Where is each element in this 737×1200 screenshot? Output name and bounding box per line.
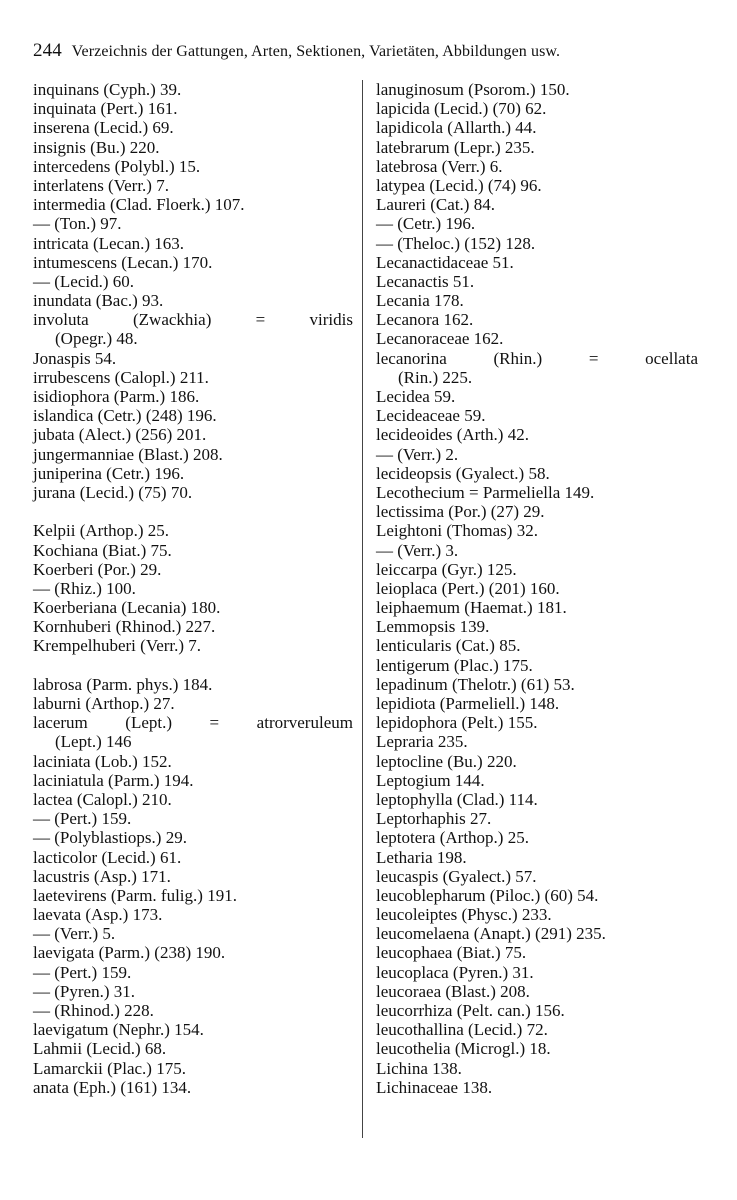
index-entry: Lecanoraceae 162. xyxy=(376,329,504,349)
index-entry: Lecanactidaceae 51. xyxy=(376,252,514,272)
index-entry: lectissima (Por.) (27) 29. xyxy=(376,502,545,522)
index-entry: lapicida (Lecid.) (70) 62. xyxy=(376,99,547,119)
index-entry: Jonaspis 54. xyxy=(33,348,117,368)
index-entry: Lecideaceae 59. xyxy=(376,406,486,426)
running-title: Verzeichnis der Gattungen, Arten, Sektionen, Varietäten, Abbildungen usw. xyxy=(71,43,561,60)
entry-word: involuta xyxy=(33,310,89,330)
index-entry: leucoblepharum (Piloc.) (60) 54. xyxy=(376,885,599,905)
index-entry: inserena (Lecid.) 69. xyxy=(33,118,174,138)
index-entry: latypea (Lecid.) (74) 96. xyxy=(376,175,542,195)
index-entry: leucomelaena (Anapt.) (291) 235. xyxy=(376,924,606,944)
index-entry: juniperina (Cetr.) 196. xyxy=(33,463,185,483)
entry-word: (Lept.) xyxy=(125,713,173,733)
index-entry: — (Rhiz.) 100. xyxy=(33,578,136,598)
entry-word: ocellata xyxy=(645,348,698,368)
index-entry: inundata (Bac.) 93. xyxy=(33,291,164,311)
index-entry: lepidiota (Parmeliell.) 148. xyxy=(376,694,560,713)
index-entry: (Lept.) 146 xyxy=(55,732,132,752)
index-entry: Leightoni (Thomas) 32. xyxy=(376,521,538,541)
index-entry: lacustris (Asp.) 171. xyxy=(33,866,171,886)
index-entry: Kornhuberi (Rhinod.) 227. xyxy=(33,617,216,637)
entry-word: = xyxy=(588,348,599,368)
index-entry: — (Pert.) 159. xyxy=(33,809,132,829)
index-entry: laciniatula (Parm.) 194. xyxy=(33,770,194,790)
section-gap xyxy=(33,502,353,521)
index-entry: laevigata (Parm.) (238) 190. xyxy=(33,943,226,963)
index-entry: laevigatum (Nephr.) 154. xyxy=(33,1020,204,1040)
index-entry: (Opegr.) 48. xyxy=(55,329,138,349)
index-entry xyxy=(33,310,353,329)
index-entry: leucophaea (Biat.) 75. xyxy=(376,943,527,963)
index-entry: leiphaemum (Haemat.) 181. xyxy=(376,598,567,618)
index-entry: Lichina 138. xyxy=(376,1058,462,1078)
index-entry: Lahmii (Lecid.) 68. xyxy=(33,1039,167,1059)
entry-word: (Zwackhia) xyxy=(133,310,212,330)
index-entry: — (Pert.) 159. xyxy=(33,962,132,982)
index-entry: (Rin.) 225. xyxy=(398,367,473,387)
index-entry: intermedia (Clad. Floerk.) 107. xyxy=(33,195,245,215)
index-entry: — (Polyblastiops.) 29. xyxy=(33,828,187,848)
index-entry: lenticularis (Cat.) 85. xyxy=(376,636,521,656)
index-entry: lapidicola (Allarth.) 44. xyxy=(376,118,537,138)
index-entry: Lecanactis 51. xyxy=(376,271,475,291)
index-entry: Koerberi (Por.) 29. xyxy=(33,559,162,579)
index-entry: leucothelia (Microgl.) 18. xyxy=(376,1039,551,1059)
index-entry: Koerberiana (Lecania) 180. xyxy=(33,598,221,618)
index-entry: lecideoides (Arth.) 42. xyxy=(376,425,529,445)
index-entry: laetevirens (Parm. fulig.) 191. xyxy=(33,885,237,905)
index-entry: isidiophora (Parm.) 186. xyxy=(33,387,200,406)
index-entry: lepadinum (Thelotr.) (61) 53. xyxy=(376,674,575,694)
page-header xyxy=(33,40,713,62)
index-entry: jubata (Alect.) (256) 201. xyxy=(33,425,207,445)
index-entry: interlatens (Verr.) 7. xyxy=(33,175,169,195)
page-number: 244 xyxy=(33,40,62,61)
index-entry: Lichinaceae 138. xyxy=(376,1077,493,1097)
index-entry: Kelpii (Arthop.) 25. xyxy=(33,521,169,541)
index-entry: insignis (Bu.) 220. xyxy=(33,137,160,157)
index-entry: inquinata (Pert.) 161. xyxy=(33,99,178,119)
index-entry: labrosa (Parm. phys.) 184. xyxy=(33,674,213,694)
index-entry: leptotera (Arthop.) 25. xyxy=(376,828,529,848)
index-entry: Kochiana (Biat.) 75. xyxy=(33,540,172,560)
index-entry: — (Lecid.) 60. xyxy=(33,271,135,291)
entry-word: = xyxy=(209,713,220,733)
index-entry: lecideopsis (Gyalect.) 58. xyxy=(376,463,550,483)
entry-word: atrorveruleum xyxy=(256,713,353,733)
index-entry: intercedens (Polybl.) 15. xyxy=(33,156,201,176)
index-entry: lentigerum (Plac.) 175. xyxy=(376,655,533,675)
index-entry: lactea (Calopl.) 210. xyxy=(33,789,172,809)
index-entry: leptophylla (Clad.) 114. xyxy=(376,789,538,809)
index-entry: Lecanora 162. xyxy=(376,310,474,330)
index-entry: — (Rhinod.) 228. xyxy=(33,1001,154,1020)
index-entry: — (Verr.) 5. xyxy=(33,924,116,944)
index-entry: jungermanniae (Blast.) 208. xyxy=(33,444,223,464)
index-entry: Lepraria 235. xyxy=(376,732,468,752)
index-entry: laciniata (Lob.) 152. xyxy=(33,751,172,771)
index-entry: irrubescens (Calopl.) 211. xyxy=(33,367,209,387)
index-entry: Lecania 178. xyxy=(376,291,464,311)
index-entry: — (Verr.) 3. xyxy=(376,540,459,560)
index-entry: — (Cetr.) 196. xyxy=(376,214,476,234)
index-entry: lepidophora (Pelt.) 155. xyxy=(376,713,538,733)
index-entry: Krempelhuberi (Verr.) 7. xyxy=(33,636,202,656)
index-entry: Lemmopsis 139. xyxy=(376,617,490,637)
index-entry: intricata (Lecan.) 163. xyxy=(33,233,185,253)
index-entry: Leptorhaphis 27. xyxy=(376,809,492,829)
index-entry: leucoplaca (Pyren.) 31. xyxy=(376,962,534,982)
index-entry: jurana (Lecid.) (75) 70. xyxy=(33,482,193,502)
index-entry: leucoleiptes (Physc.) 233. xyxy=(376,905,552,925)
index-entry: leucorrhiza (Pelt. can.) 156. xyxy=(376,1001,565,1020)
entry-word: = xyxy=(255,310,266,330)
index-entry: anata (Eph.) (161) 134. xyxy=(33,1077,192,1097)
index-entry xyxy=(376,349,698,368)
index-entry: Lecidea 59. xyxy=(376,387,456,406)
index-entry: Lamarckii (Plac.) 175. xyxy=(33,1058,186,1078)
section-gap xyxy=(33,656,353,675)
index-entry: inquinans (Cyph.) 39. xyxy=(33,80,182,99)
index-entry: — (Theloc.) (152) 128. xyxy=(376,233,536,253)
column-divider xyxy=(362,80,363,1138)
index-entry: Laureri (Cat.) 84. xyxy=(376,195,495,215)
index-entry: laevata (Asp.) 173. xyxy=(33,905,163,925)
index-entry: — (Ton.) 97. xyxy=(33,214,122,234)
index-entry: islandica (Cetr.) (248) 196. xyxy=(33,406,217,426)
index-column-left xyxy=(33,80,353,1097)
index-entry: latebrarum (Lepr.) 235. xyxy=(376,137,535,157)
entry-word: lecanorina xyxy=(376,348,447,368)
index-entry: — (Pyren.) 31. xyxy=(33,981,135,1001)
index-entry xyxy=(33,713,353,732)
index-entry: leucaspis (Gyalect.) 57. xyxy=(376,866,537,886)
index-entry: laburni (Arthop.) 27. xyxy=(33,694,175,713)
index-entry: leucothallina (Lecid.) 72. xyxy=(376,1020,548,1040)
index-entry: lanuginosum (Psorom.) 150. xyxy=(376,80,570,99)
index-entry: leucoraea (Blast.) 208. xyxy=(376,981,530,1001)
index-entry: latebrosa (Verr.) 6. xyxy=(376,156,503,176)
index-entry: Letharia 198. xyxy=(376,847,467,867)
index-entry: Lecothecium = Parmeliella 149. xyxy=(376,482,595,502)
entry-word: (Rhin.) xyxy=(493,348,543,368)
index-column-right xyxy=(376,80,698,1097)
index-entry: leptocline (Bu.) 220. xyxy=(376,751,517,771)
index-entry: — (Verr.) 2. xyxy=(376,444,459,464)
index-entry: Leptogium 144. xyxy=(376,770,485,790)
index-entry: leioplaca (Pert.) (201) 160. xyxy=(376,578,560,598)
index-entry: intumescens (Lecan.) 170. xyxy=(33,252,213,272)
index-entry: lacticolor (Lecid.) 61. xyxy=(33,847,182,867)
index-entry: leiccarpa (Gyr.) 125. xyxy=(376,559,517,579)
entry-word: lacerum xyxy=(33,713,88,733)
entry-word: viridis xyxy=(309,310,353,330)
